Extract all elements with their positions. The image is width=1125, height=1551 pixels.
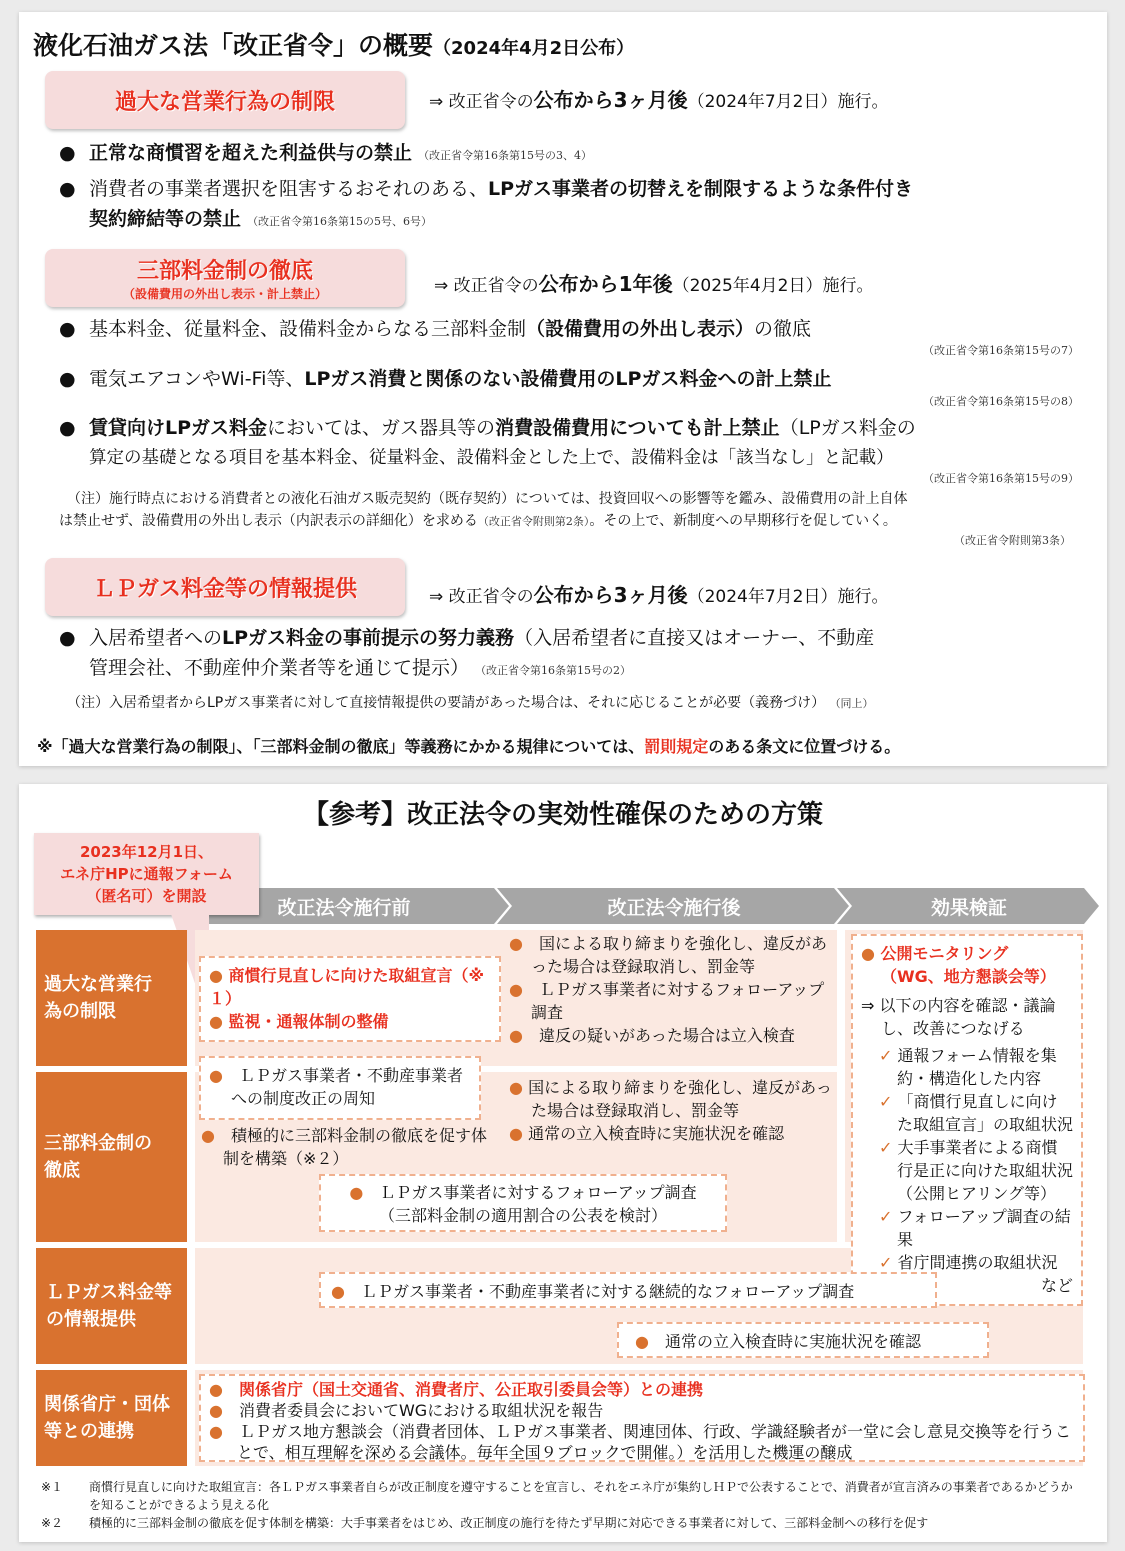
public-monitoring-box: ● 公開モニタリング （WG、地方懇談会等） ⇒ 以下の内容を確認・議論し、改善につなげる ✓ 通報フォーム情報を集約・構造化した内容 ✓ 「商慣行見直しに向けた取組宣言」の取組状況 ✓ 大手事業者による商慣行是正に向けた取組状況（公開ヒアリング等） ✓ フォローアップ調査の結果 ✓ 省庁間連携の取組状況 など: [851, 934, 1083, 1306]
r4-coordination-box: ● 関係省庁（国土交通省、消費者庁、公正取引委員会等）との連携 ● 消費者委員会においてWGにおける取組状況を報告 ● ＬＰガス地方懇談会（消費者団体、ＬＰガス事業者、関連団体、行政、学識経験者が一堂に会し意見交換等を行うことで、相互理解を深める会議体。毎年全国９ブロックで開催。）を活用した機運の醸成: [199, 1374, 1085, 1462]
phase-after: 改正法令施行後: [607, 896, 741, 919]
footnote-1: ※１ 商慣行見直しに向けた取組宣言：各ＬＰガス事業者自らが改正制度を遵守することを宣言し、それをエネ庁が集約しＨＰで公表することで、消費者が宣言済みの事業者であるかどうかを知ることができるよう見える化: [41, 1480, 1073, 1512]
effective-date-1: ⇒ 改正省令の公布から3ヶ月後（2024年7月2日）施行。: [429, 88, 889, 112]
section-label-sales-restriction: 過大な営業行為の制限: [45, 71, 405, 129]
r1-pre-box: ● 商慣行見直しに向けた取組宣言（※１） ● 監視・通報体制の整備: [199, 956, 501, 1042]
penalty-footer: ※「過大な営業行為の制限」、「三部料金制の徹底」等義務にかかる規律については、罰則規定のある条文に位置づける。: [37, 737, 901, 756]
r2-followup-box: ● ＬＰガス事業者に対するフォローアップ調査 （三部料金制の適用割合の公表を検討）: [319, 1174, 727, 1232]
r1-post-list: ● 国による取り締まりを強化し、違反があった場合は登録取消し、罰金等 ● ＬＰガス事業者に対するフォローアップ調査 ● 違反の疑いがあった場合は立入検査: [509, 934, 827, 1045]
footnote-2: ※２ 積極的に三部料金制の徹底を促す体制を構築：大手事業者をはじめ、改正制度の施行を待たず早期に対応できる事業者に対して、三部料金制への移行を促す: [41, 1516, 929, 1530]
summary-panel: [19, 12, 1107, 766]
bullet-equipment-cost-ban: ● 電気エアコンやWi-Fi等、LPガス消費と関係のない設備費用のLPガス料金への計上禁止: [59, 368, 832, 390]
note-direct-request: （注）入居希望者からLPガス事業者に対して直接情報提供の要請があった場合は、それに応じることが必要（義務づけ） （同上）: [67, 695, 874, 711]
bullet-rental-ban: ● 賃貸向けLPガス料金においては、ガス器具等の消費設備費用についても計上禁止（LPガス料金の 算定の基礎となる項目を基本料金、従量料金、設備料金とした上で、設備料金は「該当なし」と記載）: [59, 417, 916, 468]
r2-post-list: ● 国による取り締まりを強化し、違反があった場合は登録取消し、罰金等 ● 通常の立入検査時に実施状況を確認: [509, 1078, 832, 1143]
section-label-three-part-pricing: 三部料金制の徹底 （設備費用の外出し表示・計上禁止）: [45, 249, 405, 307]
ref-15-7: （改正省令第16条第15号の7）: [923, 344, 1079, 357]
r3-inspection-box: ● 通常の立入検査時に実施状況を確認: [617, 1322, 989, 1358]
report-form-callout: 2023年12月1日、 エネ庁HPに通報フォーム （匿名可）を開設: [34, 833, 259, 915]
ref-15-8: （改正省令第16条第15号の8）: [923, 395, 1079, 408]
bullet-three-part-pricing: ● 基本料金、従量料金、設備料金からなる三部料金制（設備費用の外出し表示）の徹底: [59, 318, 812, 340]
r2-pre-structure: ● 積極的に三部料金制の徹底を促す体制を構築（※２）: [201, 1126, 487, 1168]
note-existing-contracts: （注）施行時点における消費者との液化石油ガス販売契約（既存契約）については、投資回収への影響等を鑑み、設備費用の計上自体 は禁止せず、設備費用の外出し表示（内訳表示の詳細化）を求める（改正省令附則第2条）。その上で、新制度への早期移行を促していく。: [59, 491, 908, 529]
row-label-coordination: 関係省庁・団体等との連携: [36, 1370, 187, 1466]
row-label-info-provision: ＬＰガス料金等の情報提供: [36, 1248, 187, 1364]
ref-15-9: （改正省令第16条第15号の9）: [923, 472, 1079, 485]
page-title: 液化石油ガス法「改正省令」の概要（2024年4月2日公布）: [33, 31, 635, 60]
section-label-info-provision: ＬＰガス料金等の情報提供: [45, 558, 405, 616]
bullet-benefit-ban: ● 正常な商慣習を超えた利益供与の禁止 （改正省令第16条第15号の3、4）: [59, 142, 593, 164]
phase-before: 改正法令施行前: [277, 896, 411, 919]
reference-title: 【参考】改正法令の実効性確保のための方策: [302, 800, 823, 830]
phase-verify: 効果検証: [930, 896, 1007, 919]
row-label-sales-restriction: 過大な営業行為の制限: [36, 930, 187, 1066]
ref-suppl-3: （改正省令附則第3条）: [954, 534, 1071, 547]
row-label-three-part: 三部料金制の徹底: [36, 1072, 187, 1242]
effective-date-3: ⇒ 改正省令の公布から3ヶ月後（2024年7月2日）施行。: [429, 583, 889, 607]
r2-pre-box: ● ＬＰガス事業者・不動産事業者への制度改正の周知: [199, 1056, 481, 1120]
bullet-switching-restriction: ● 消費者の事業者選択を阻害するおそれのある、LPガス事業者の切替えを制限するような条件付き 契約締結等の禁止 （改正省令第16条第15の5号、6号）: [59, 178, 914, 230]
bullet-price-disclosure: ● 入居希望者へのLPガス料金の事前提示の努力義務（入居希望者に直接又はオーナー、不動産 管理会社、不動産仲介業者等を通じて提示） （改正省令第16条第15号の2）: [59, 627, 875, 679]
reference-panel: [19, 784, 1107, 1542]
r3-followup-box: ● ＬＰガス事業者・不動産事業者に対する継続的なフォローアップ調査: [319, 1272, 937, 1308]
effective-date-2: ⇒ 改正省令の公布から1年後（2025年4月2日）施行。: [434, 272, 874, 296]
